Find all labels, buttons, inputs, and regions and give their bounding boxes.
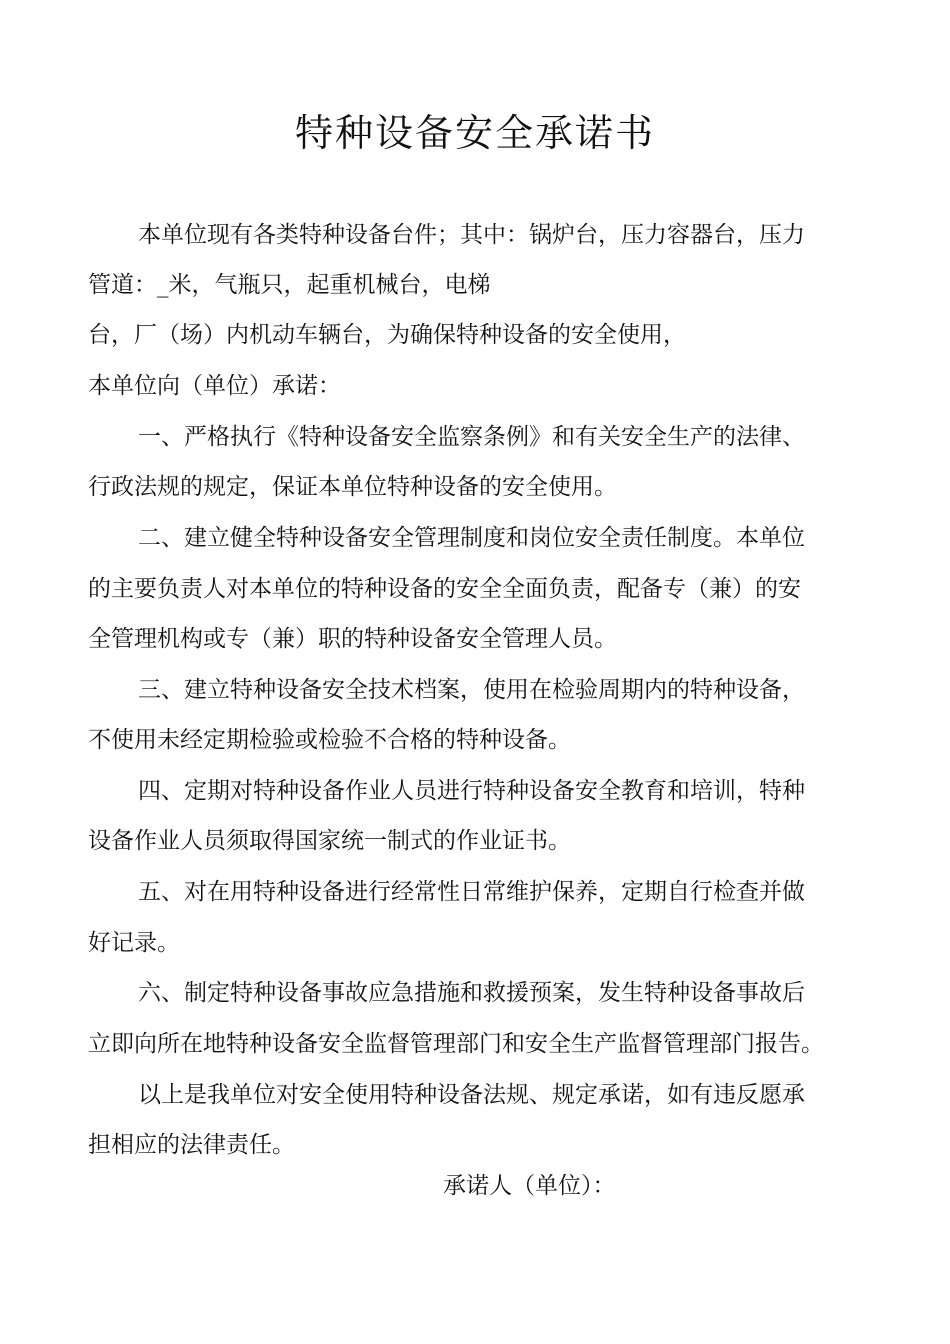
- paragraph-line: 好记录。: [88, 930, 180, 956]
- paragraph-line: 三、建立特种设备安全技术档案，使用在检验周期内的特种设备，: [138, 677, 805, 703]
- document-title: 特种设备安全承诺书: [294, 111, 655, 155]
- paragraph-line: 本单位现有各类特种设备台件；其中：锅炉台，压力容器台，压力: [138, 222, 805, 248]
- paragraph-line: 管道：_米，气瓶只，起重机械台，电梯: [88, 272, 491, 298]
- paragraph-line: 全管理机构或专（兼）职的特种设备安全管理人员。: [88, 626, 617, 652]
- paragraph-line: 不使用未经定期检验或检验不合格的特种设备。: [88, 727, 571, 753]
- paragraph-line: 六、制定特种设备事故应急措施和救援预案，发生特种设备事故后: [138, 980, 805, 1006]
- paragraph-line: 设备作业人员须取得国家统一制式的作业证书。: [88, 828, 571, 854]
- paragraph-line: 以上是我单位对安全使用特种设备法规、规定承诺，如有违反愿承: [138, 1082, 805, 1108]
- paragraph-line: 二、建立健全特种设备安全管理制度和岗位安全责任制度。本单位: [138, 525, 805, 551]
- paragraph-line: 四、定期对特种设备作业人员进行特种设备安全教育和培训，特种: [138, 778, 805, 804]
- paragraph-line: 一、严格执行《特种设备安全监察条例》和有关安全生产的法律、: [138, 424, 805, 450]
- signature-line: 承诺人（单位）：: [443, 1173, 616, 1199]
- paragraph-line: 担相应的法律责任。: [88, 1132, 295, 1158]
- paragraph-line: 本单位向（单位）承诺：: [88, 373, 341, 399]
- paragraph-line: 行政法规的规定，保证本单位特种设备的安全使用。: [88, 474, 617, 500]
- paragraph-line: 立即向所在地特种设备安全监督管理部门和安全生产监督管理部门报告。: [88, 1031, 824, 1057]
- paragraph-line: 的主要负责人对本单位的特种设备的安全全面负责，配备专（兼）的安: [88, 576, 801, 602]
- paragraph-line: 台，厂（场）内机动车辆台，为确保特种设备的安全使用，: [88, 322, 686, 348]
- paragraph-line: 五、对在用特种设备进行经常性日常维护保养，定期自行检查并做: [138, 879, 805, 905]
